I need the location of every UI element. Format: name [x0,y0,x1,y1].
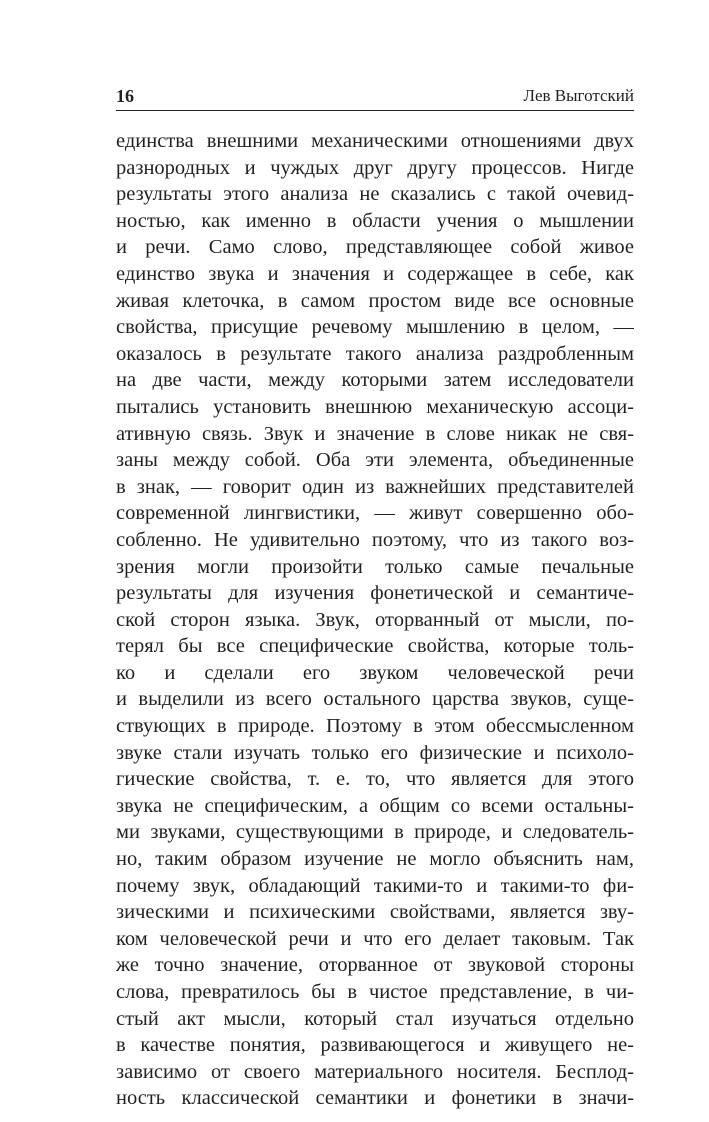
text-line: ми звуками, существующими в природе, и следователь- [116,821,634,844]
text-line: живая клеточка, в самом простом виде все основные [116,289,634,312]
text-line: ком человеческой речи и что его делает таковым. Так [116,927,634,950]
running-head [116,84,634,108]
text-line: в качестве понятия, развивающегося и живущего не- [116,1034,634,1057]
text-line: терял бы все специфические свойства, которые толь- [116,635,634,658]
text-line: зическими и психическими свойствами, является зву- [116,901,634,924]
text-line: звуке стали изучать только его физические и психоло- [116,741,634,764]
text-line: слова, превратилось бы в чистое представление, в чи- [116,981,634,1003]
text-line: ностью, как именно в области учения о мышлении [116,209,634,232]
text-line: оказалось в результате такого анализа раздробленным [116,342,634,365]
text-line: и речи. Само слово, представляющее собой живое [116,236,634,259]
text-line: ствующих в природе. Поэтому в этом обессмысленном [116,715,634,738]
text-line: ской сторон языка. Звук, оторванный от мысли, по- [116,608,634,631]
text-line: ность классической семантики и фонетики в значи- [116,1087,634,1110]
text-line: на две части, между которыми затем исследователи [116,369,634,392]
text-line: ативную связь. Звук и значение в слове никак не свя- [116,422,634,445]
text-line: ко и сделали его звуком человеческой речи [116,661,634,684]
text-line: единство звука и значения и содержащее в себе, как [116,262,634,285]
text-line: единства внешними механическими отношениями двух [116,130,634,152]
text-line: результаты этого анализа не сказались с такой очевид- [116,183,634,206]
text-line: и выделили из всего остального царства звуков, суще- [116,688,634,711]
text-line: зависимо от своего материального носителя. Бесплод- [116,1060,634,1083]
running-head-author: Лев Выготский [523,86,634,105]
text-line: стый акт мысли, который стал изучаться отдельно [116,1007,634,1030]
text-line: но, таким образом изучение не могло объяснить нам, [116,848,634,871]
page-number: 16 [116,86,134,106]
text-line: звука не специфическим, а общим со всеми остальны- [116,794,634,817]
text-line: заны между собой. Оба эти элемента, объединенные [116,449,634,472]
text-line: зрения могли произойти только самые печальные [116,555,634,578]
text-line: в знак, — говорит один из важнейших представителей [116,475,634,498]
text-line: разнородных и чуждых друг другу процессов. Нигде [116,156,634,179]
body-text [116,128,634,1112]
text-line: современной лингвистики, — живут совершенно обо- [116,502,634,525]
text-line: почему звук, обладающий такими-то и такими-то фи- [116,874,634,897]
header-rule [116,110,634,111]
text-line: же точно значение, оторванное от звуковой стороны [116,954,634,977]
text-line: гические свойства, т. е. то, что является для этого [116,768,634,791]
text-line: собленно. Не удивительно поэтому, что из такого воз- [116,528,634,551]
text-line: свойства, присущие речевому мышлению в целом, — [116,316,634,339]
text-line: результаты для изучения фонетической и семантиче- [116,582,634,605]
text-line: пытались установить внешнюю механическую ассоци- [116,395,634,418]
